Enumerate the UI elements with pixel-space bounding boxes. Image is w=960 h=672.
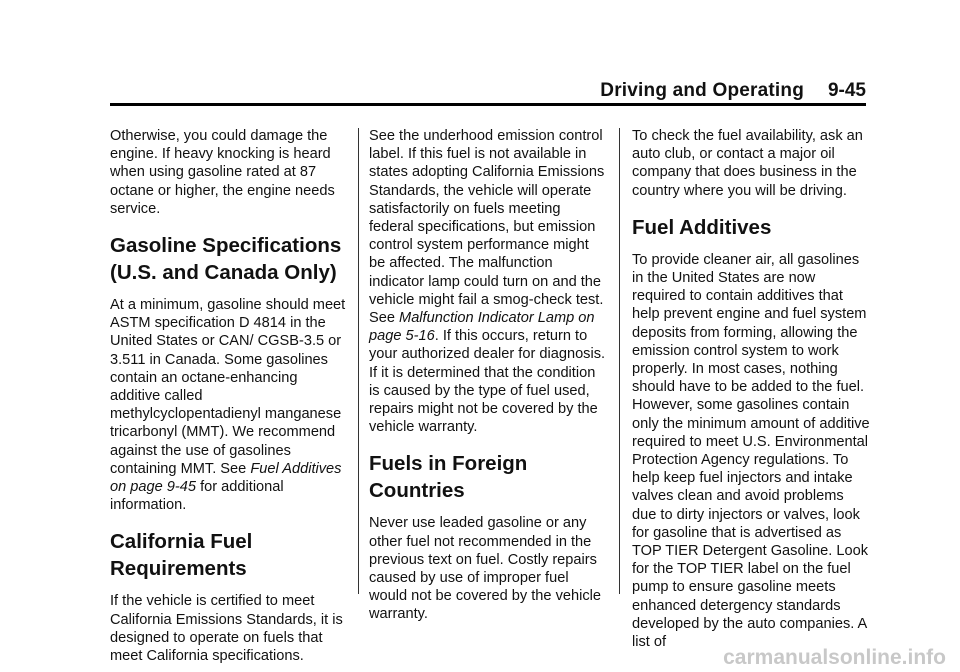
heading-fuels-foreign-countries: Fuels in Foreign Countries xyxy=(369,452,528,503)
paragraph-california-fuel: If the vehicle is certified to meet California Emissions Standards, it is designed to operate on fuels that meet California specifications. xyxy=(110,593,343,665)
paragraph-gasoline-specifications xyxy=(110,296,348,514)
text: . If this occurs, return to your authorized dealer for diagnosis. If it is determined that the condition is caused by the type of fuel used, repairs might not be covered by the vehicle warranty. xyxy=(369,328,606,436)
watermark: carmanualsonline.info xyxy=(723,646,946,669)
section-title: Driving and Operating xyxy=(600,80,804,101)
column-right xyxy=(632,127,870,651)
cross-reference-link[interactable]: Fuel Additives on page 9-45 xyxy=(110,460,342,496)
paragraph-emission-label xyxy=(369,127,607,436)
paragraph-fuels-foreign-countries: Never use leaded gasoline or any other fuel not recommended in the previous text on fuel. Costly repairs caused by use of improper fuel would not be covered by the vehicle warranty. xyxy=(369,515,602,623)
heading-gasoline-specifications: Gasoline Specifications (U.S. and Canada Only) xyxy=(110,234,342,285)
column-middle xyxy=(369,127,607,624)
header-rule xyxy=(110,103,866,106)
paragraph-fuel-availability: To check the fuel availability, ask an auto club, or contact a major oil company that does business in the country where you will be driving. xyxy=(632,128,863,199)
paragraph-fuel-additives: To provide cleaner air, all gasolines in the United States are now required to contain additives that help prevent engine and fuel system deposits from forming, allowing the emission control system to work properly. In most cases, nothing should have to be added to the fuel. However, some gasolines contain only the minimum amount of additive required to meet U.S. Environmental Protection Agency regulations. To help keep fuel injectors and intake valves clean and avoid problems due to dirty injectors or valves, look for gasoline that is advertised as TOP TIER Detergent Gasoline. Look for the TOP TIER label on the fuel pump to ensure gasoline meets enhanced detergency standards developed by the auto companies. A list of xyxy=(632,251,870,651)
page-number: 9-45 xyxy=(827,80,866,101)
column-left xyxy=(110,127,348,665)
paragraph-intro: Otherwise, you could damage the engine. If heavy knocking is heard when using gasoline rated at 87 octane or higher, the engine needs service. xyxy=(110,128,335,217)
text: At a minimum, gasoline should meet ASTM specification D 4814 in the United States or CAN/ CGSB-3.5 or 3.511 in Canada. Some gasolines contain an octane-enhancing additive called methylcyclopentadienyl manganese tricarbonyl (MMT). We recommend against the use of gasolines containing MMT. See xyxy=(110,297,346,477)
heading-fuel-additives: Fuel Additives xyxy=(632,215,772,239)
heading-california-fuel: California Fuel Requirements xyxy=(110,530,253,581)
column-divider xyxy=(619,128,620,594)
column-divider xyxy=(358,128,359,594)
text: for additional information. xyxy=(110,479,284,514)
text: See the underhood emission control label. If this fuel is not available in states adopting California Emissions Standards, the vehicle will operate satisfactorily on fuels meeting federal specifications, but emission control system performance might be affected. The malfunction indicator lamp could turn on and the vehicle might fail a smog-check test. See xyxy=(369,128,605,327)
cross-reference-link[interactable]: Malfunction Indicator Lamp on page 5-16 xyxy=(369,310,595,345)
